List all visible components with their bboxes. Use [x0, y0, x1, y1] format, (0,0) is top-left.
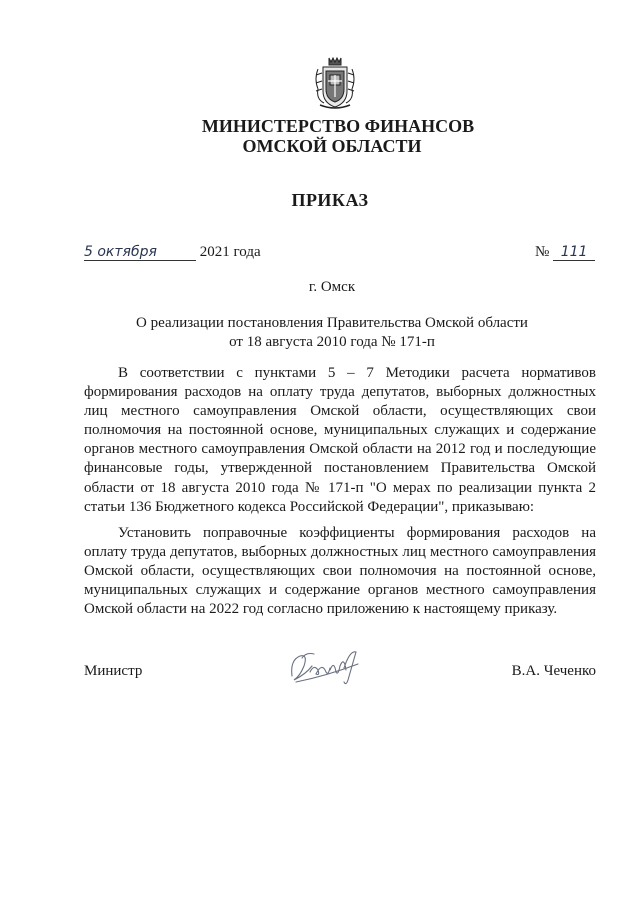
- ministry-name-line1: МИНИСТЕРСТВО ФИНАНСОВ: [201, 116, 475, 136]
- order-number: [535, 244, 595, 261]
- signatory-name: В.А. Чеченко: [511, 663, 596, 679]
- order-subject: [0, 314, 640, 352]
- number-sign: №: [535, 244, 550, 260]
- order-city: г. Омск: [308, 279, 356, 295]
- subject-line1: О реализации постановления Правительства Омской области: [136, 315, 528, 331]
- handwritten-signature-icon: [286, 646, 366, 688]
- order-title: ПРИКАЗ: [291, 190, 369, 210]
- ministry-name-line2: ОМСКОЙ ОБЛАСТИ: [242, 136, 422, 156]
- signatory-position: Министр: [84, 663, 143, 679]
- date-year: 2021 года: [199, 244, 261, 260]
- body-paragraph-2: Установить поправочные коэффициенты формирования расходов на оплату труда депутатов, выборных должностных лиц местного самоуправления Омской области, осуществляющих свои полномочия на постоянной основе, муниципальных служащих и содержание органов местного самоуправления Омской области на 2022 год согласно приложению к настоящему приказу.: [84, 525, 596, 618]
- handwritten-date: 5 октября: [84, 244, 196, 261]
- omsk-coat-of-arms-icon: [312, 55, 358, 112]
- handwritten-number: 111: [553, 244, 595, 261]
- order-date: [84, 244, 261, 261]
- body-paragraph-1: В соответствии с пунктами 5 – 7 Методики расчета нормативов формирования расходов на оплату труда депутатов, выборных должностных лиц местного самоуправления Омской области, осуществляющих свои полномочия на постоянной основе, муниципальных служащих и содержание органов местного самоуправления Омской области на 2012 год и последующие финансовые годы, утвержденной постановлением Правительства Омской области от 18 августа 2010 года № 171-п "О мерах по реализации пункта 2 статьи 136 Бюджетного кодекса Российской Федерации", приказываю:: [84, 365, 596, 515]
- subject-line2: от 18 августа 2010 года № 171-п: [229, 334, 435, 350]
